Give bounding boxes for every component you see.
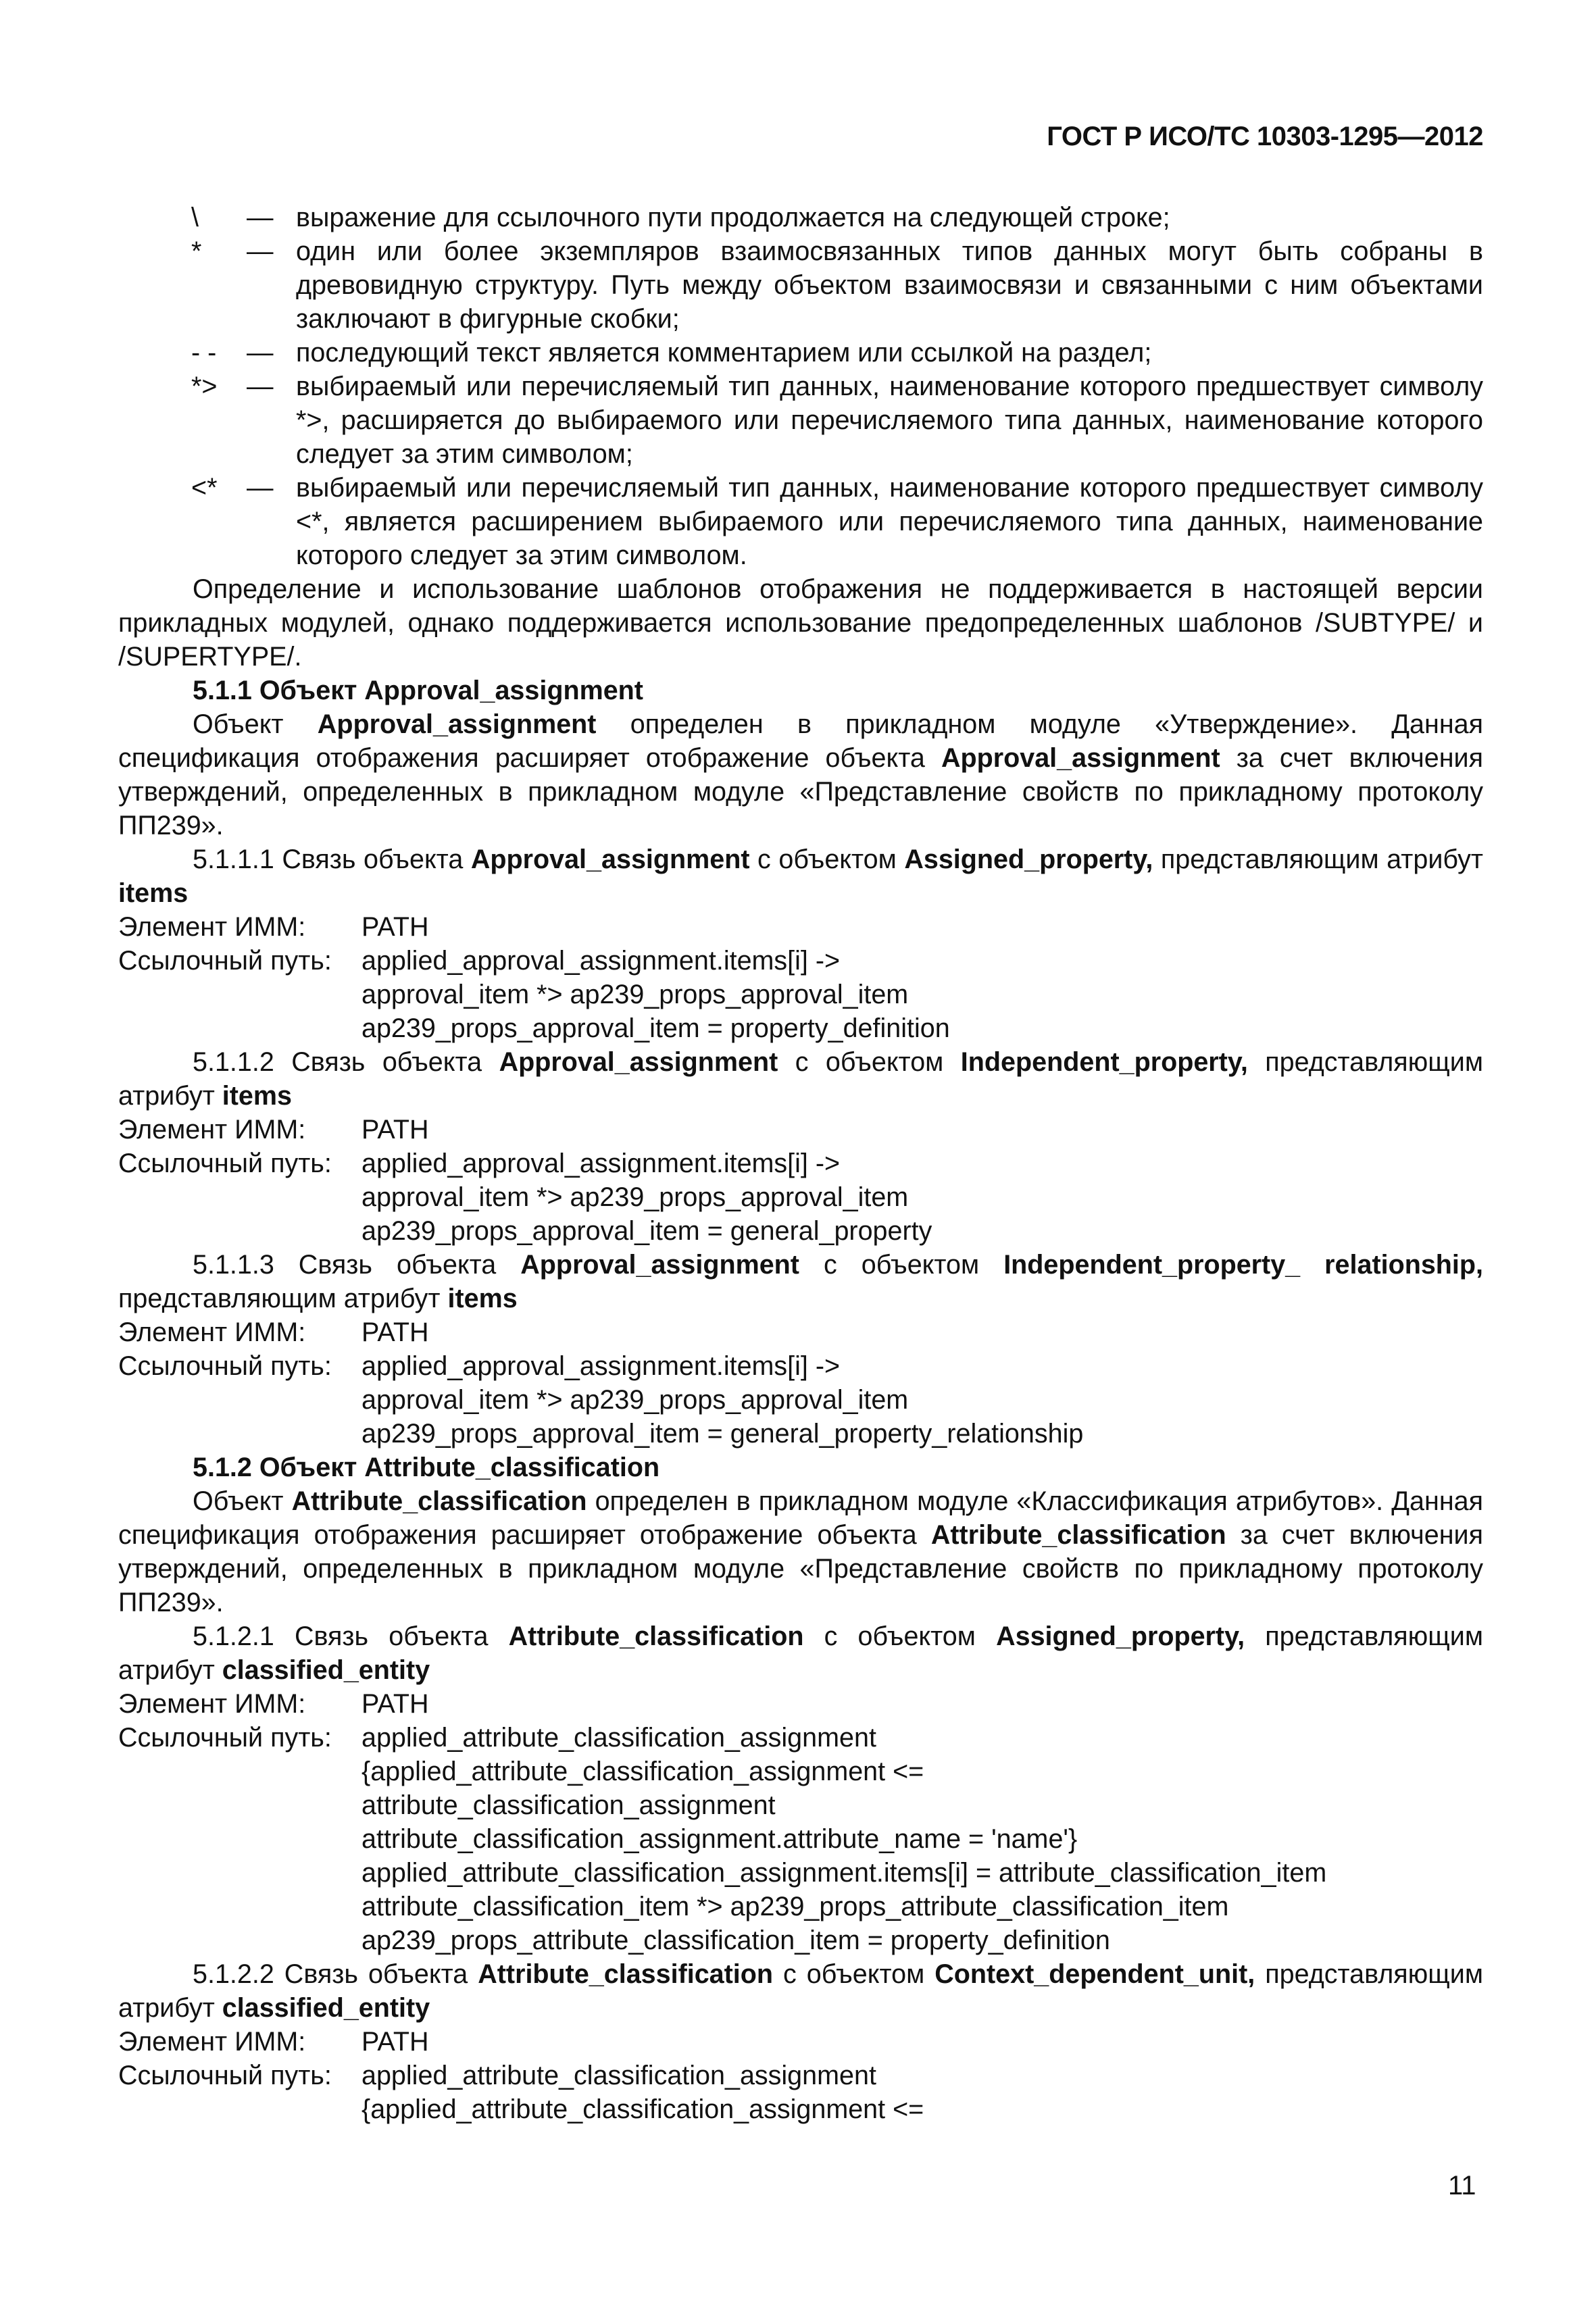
notation-dash: — — [247, 372, 274, 401]
element-row: Элемент ИММ: PATH — [118, 1689, 429, 1719]
path-line: ap239_props_approval_item = general_property_relationship — [361, 1419, 1084, 1449]
path-row: Ссылочный путь: applied_approval_assignment.items[i] -> — [118, 1351, 841, 1381]
notation-text: выражение для ссылочного пути продолжается на следующей строке; — [296, 203, 1170, 232]
path-line: ap239_props_approval_item = property_definition — [361, 1013, 950, 1043]
subsection-title: 5.1.1.1 Связь объекта Approval_assignment с объектом Assigned_property, представляющим атрибут items — [118, 845, 1483, 908]
intro-paragraph: Определение и использование шаблонов отображения не поддерживается в настоящей версии прикладных модулей, однако поддерживается использование предопределенных шаблонов /SUBTYPE/ и /SUPERTYPE/. — [118, 574, 1483, 672]
notation-item — [118, 370, 1483, 471]
notation-symbol: - - — [191, 338, 217, 368]
path-row: Ссылочный путь: applied_approval_assignment.items[i] -> — [118, 1149, 841, 1178]
notation-dash: — — [247, 473, 274, 503]
notation-symbol: * — [191, 236, 202, 266]
section-heading: 5.1.1 Объект Approval_assignment — [193, 676, 643, 705]
notation-symbol: \ — [191, 203, 199, 232]
notation-dash: — — [247, 338, 274, 368]
notation-dash: — — [247, 203, 274, 232]
notation-text: выбираемый или перечисляемый тип данных, наименование которого предшествует символу <*, является расширением выбираемого или перечисляемого типа данных, наименование которого следует за этим символом. — [296, 473, 1483, 570]
path-line: attribute_classification_item *> ap239_props_attribute_classification_item — [361, 1892, 1229, 1921]
notation-item — [118, 234, 1483, 336]
section-paragraph: Объект Attribute_classification определен в прикладном модуле «Классификация атрибутов». Данная спецификация отображения расширяет отображение объекта Attribute_classification за счет включения утверждений, определенных в прикладном модуле «Представление свойств по прикладному протоколу ПП239». — [118, 1486, 1483, 1617]
section-paragraph: Объект Approval_assignment определен в прикладном модуле «Утверждение». Данная спецификация отображения расширяет отображение объекта Approval_assignment за счет включения утверждений, определенных в прикладном модуле «Представление свойств по прикладному протоколу ПП239». — [118, 709, 1484, 840]
element-row: Элемент ИММ: PATH — [118, 1317, 429, 1347]
path-line: {applied_attribute_classification_assignment <= — [361, 1757, 924, 1786]
notation-text: последующий текст является комментарием или ссылкой на раздел; — [296, 338, 1152, 368]
path-line: ap239_props_approval_item = general_property — [361, 1216, 932, 1246]
subsection-title: 5.1.2.1 Связь объекта Attribute_classification с объектом Assigned_property, представляющим атрибут classified_entity — [118, 1621, 1483, 1685]
notation-dash: — — [247, 236, 274, 266]
element-row: Элемент ИММ: PATH — [118, 2027, 429, 2057]
notation-text: выбираемый или перечисляемый тип данных, наименование которого предшествует символу *>, расширяется до выбираемого или перечисляемого типа данных, наименование которого следует за этим символом; — [296, 372, 1483, 469]
element-row: Элемент ИММ: PATH — [118, 1115, 429, 1145]
notation-item — [118, 471, 1483, 572]
document-header: ГОСТ Р ИСО/ТС 10303-1295—2012 — [1047, 122, 1483, 151]
section-heading: 5.1.2 Объект Attribute_classification — [193, 1453, 660, 1482]
path-row: Ссылочный путь: applied_attribute_classification_assignment — [118, 1723, 876, 1753]
path-line: approval_item *> ap239_props_approval_item — [361, 980, 909, 1009]
element-row: Элемент ИММ: PATH — [118, 912, 429, 942]
path-line: approval_item *> ap239_props_approval_item — [361, 1182, 909, 1212]
path-line: attribute_classification_assignment.attribute_name = 'name'} — [361, 1824, 1078, 1854]
path-row: Ссылочный путь: applied_attribute_classification_assignment — [118, 2061, 876, 2090]
path-row: Ссылочный путь: applied_approval_assignment.items[i] -> — [118, 946, 841, 976]
page-content — [118, 201, 1483, 2126]
path-line: approval_item *> ap239_props_approval_item — [361, 1385, 909, 1415]
notation-symbol: <* — [191, 473, 218, 503]
notation-symbol: *> — [191, 372, 218, 401]
subsection-title: 5.1.2.2 Связь объекта Attribute_classification с объектом Context_dependent_unit, представляющим атрибут classified_entity — [118, 1959, 1484, 2023]
path-line: ap239_props_attribute_classification_item = property_definition — [361, 1926, 1110, 1955]
notation-text: один или более экземпляров взаимосвязанных типов данных могут быть собраны в древовидную структуру. Путь между объектом взаимосвязи и связанными с ним объектами заключают в фигурные скобки; — [296, 236, 1483, 334]
path-line: attribute_classification_assignment — [361, 1790, 776, 1820]
path-line: applied_attribute_classification_assignment.items[i] = attribute_classification_item — [361, 1858, 1327, 1888]
notation-item — [118, 201, 1483, 234]
subsection-title: 5.1.1.2 Связь объекта Approval_assignment с объектом Independent_property, представляющим атрибут items — [118, 1047, 1484, 1111]
page-number: 11 — [1448, 2171, 1476, 2200]
notation-item — [118, 336, 1483, 370]
notation-list — [118, 201, 1483, 572]
subsection-title: 5.1.1.3 Связь объекта Approval_assignment с объектом Independent_property_ relationship, представляющим атрибут items — [118, 1250, 1483, 1313]
path-line: {applied_attribute_classification_assignment <= — [361, 2094, 924, 2124]
